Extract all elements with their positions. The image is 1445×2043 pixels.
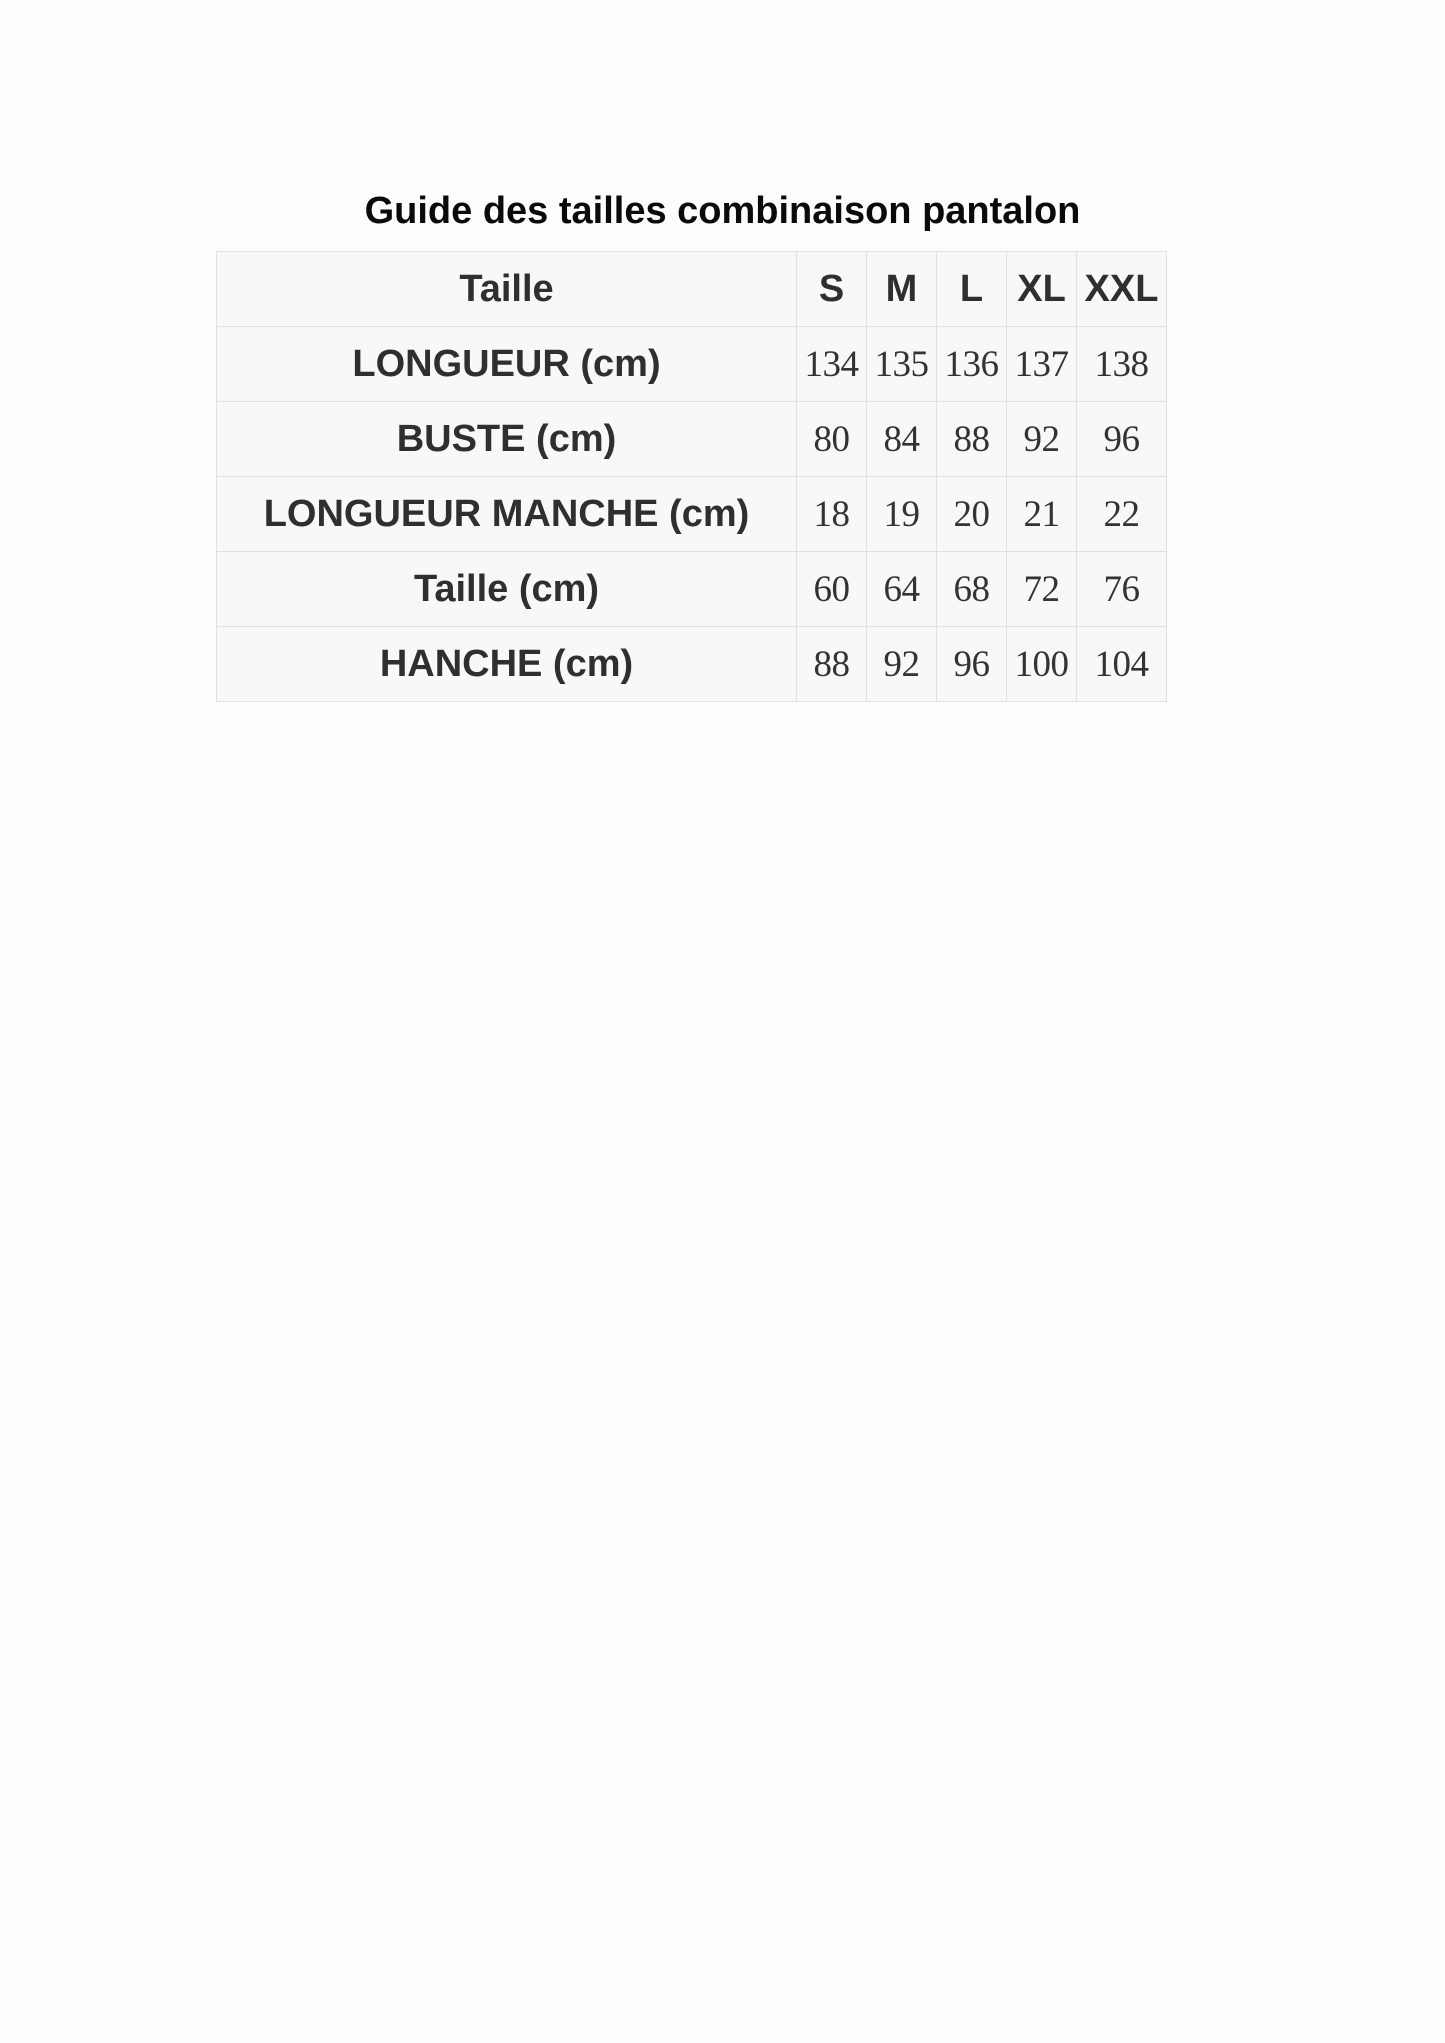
size-header-cell: M [867, 252, 937, 327]
size-header-cell: XXL [1077, 252, 1167, 327]
size-header-cell: S [797, 252, 867, 327]
value-cell: 136 [937, 327, 1007, 402]
value-cell: 92 [867, 627, 937, 702]
row-label-cell: LONGUEUR (cm) [217, 327, 797, 402]
value-cell: 60 [797, 552, 867, 627]
row-label-cell: HANCHE (cm) [217, 627, 797, 702]
table-row [217, 327, 1167, 402]
value-cell: 137 [1007, 327, 1077, 402]
value-cell: 96 [937, 627, 1007, 702]
row-label-cell: LONGUEUR MANCHE (cm) [217, 477, 797, 552]
value-cell: 138 [1077, 327, 1167, 402]
value-cell: 20 [937, 477, 1007, 552]
size-header-cell: XL [1007, 252, 1077, 327]
table-row [217, 477, 1167, 552]
value-cell: 76 [1077, 552, 1167, 627]
table-header-row [217, 252, 1167, 327]
value-cell: 72 [1007, 552, 1077, 627]
table-row [217, 552, 1167, 627]
value-cell: 134 [797, 327, 867, 402]
value-cell: 92 [1007, 402, 1077, 477]
value-cell: 19 [867, 477, 937, 552]
value-cell: 104 [1077, 627, 1167, 702]
table-row [217, 627, 1167, 702]
value-cell: 64 [867, 552, 937, 627]
table-row [217, 402, 1167, 477]
value-cell: 135 [867, 327, 937, 402]
size-header-cell: L [937, 252, 1007, 327]
value-cell: 22 [1077, 477, 1167, 552]
value-cell: 100 [1007, 627, 1077, 702]
row-label-cell: Taille (cm) [217, 552, 797, 627]
value-cell: 88 [937, 402, 1007, 477]
value-cell: 21 [1007, 477, 1077, 552]
size-chart-table [216, 251, 1167, 702]
row-label-cell: BUSTE (cm) [217, 402, 797, 477]
value-cell: 96 [1077, 402, 1167, 477]
value-cell: 84 [867, 402, 937, 477]
header-label-cell: Taille [217, 252, 797, 327]
value-cell: 18 [797, 477, 867, 552]
page-title: Guide des tailles combinaison pantalon [364, 190, 1081, 232]
value-cell: 80 [797, 402, 867, 477]
value-cell: 88 [797, 627, 867, 702]
value-cell: 68 [937, 552, 1007, 627]
